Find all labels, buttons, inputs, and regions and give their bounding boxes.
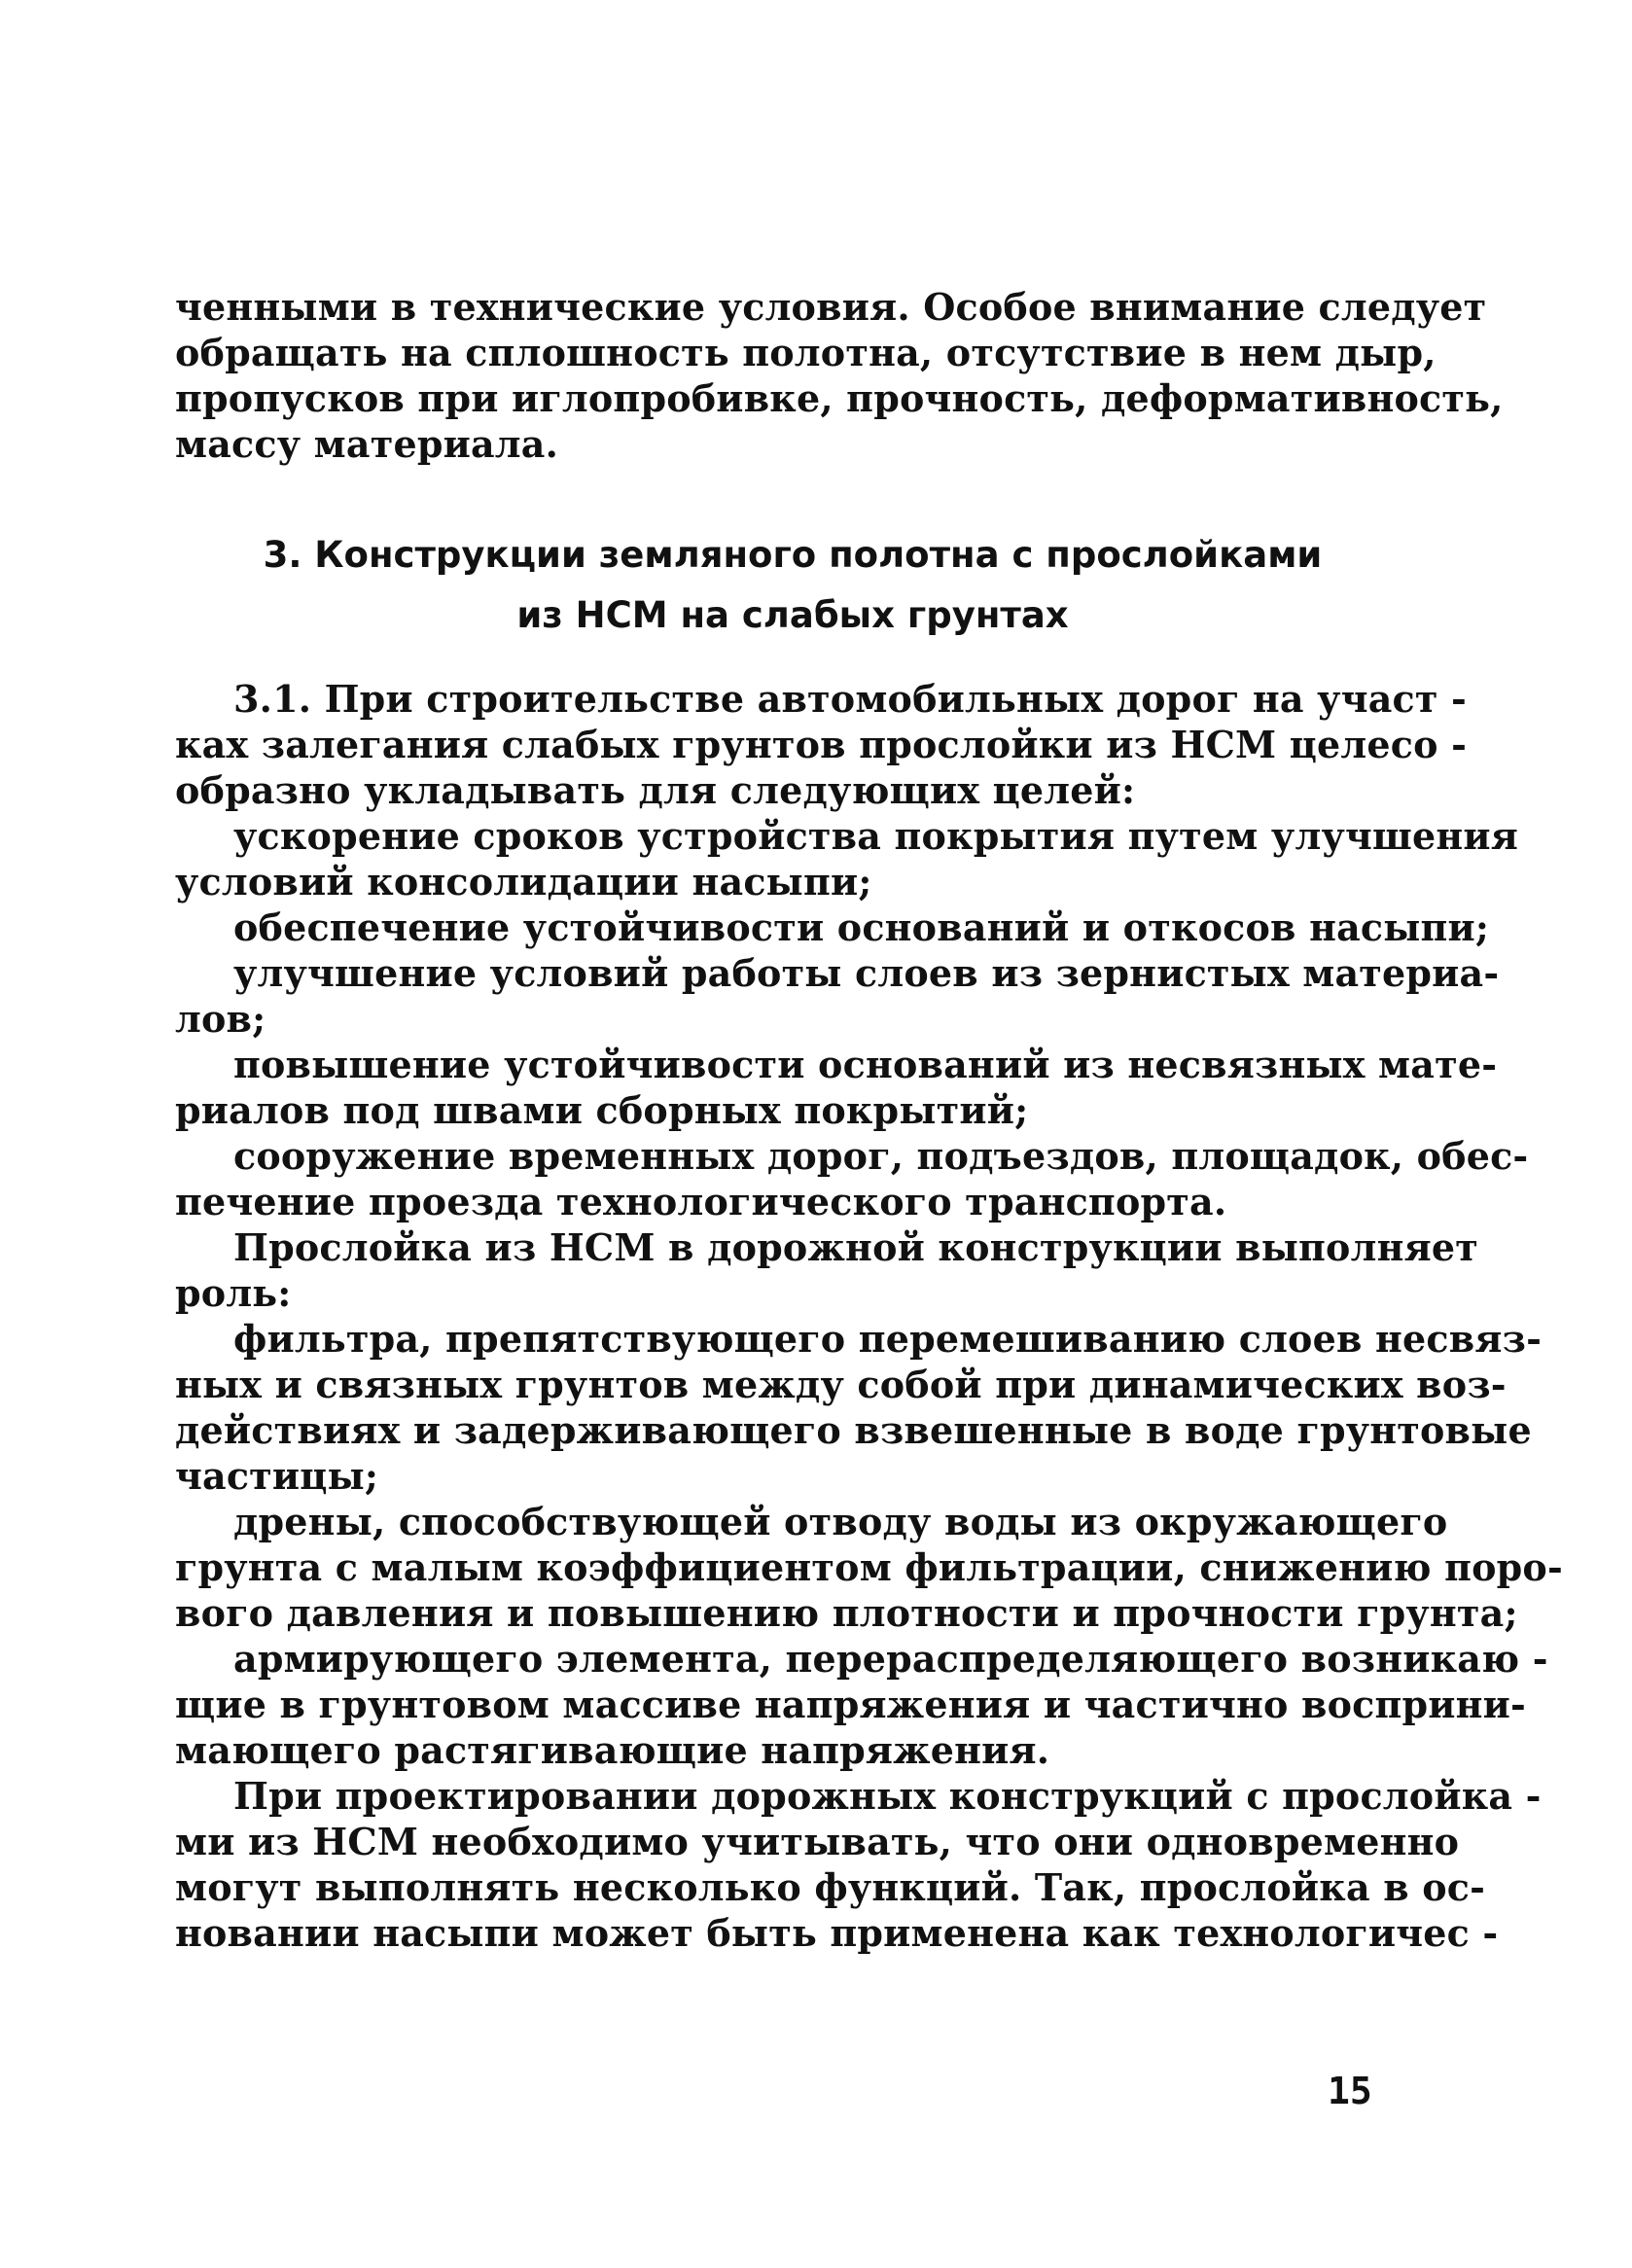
list-item-line: дрены, способствующей отводу воды из окружающего (233, 1500, 1448, 1543)
paragraph-start-line: 3.1. При строительстве автомобильных дорог на участ - (233, 677, 1468, 721)
text-line: действиях и задерживающего взвешенные в воде грунтовые (175, 1408, 1532, 1452)
paragraph-start-line: Прослойка из НСМ в дорожной конструкции выполняет (233, 1225, 1478, 1269)
text-line: ченными в технические условия. Особое внимание следует (175, 285, 1487, 329)
text-line: грунта с малым коэффициентом фильтрации, снижению поро- (175, 1545, 1563, 1589)
text-line: образно укладывать для следующих целей: (175, 768, 1136, 812)
list-item-line: повышение устойчивости оснований из несвязных мате- (233, 1043, 1498, 1086)
text-line: ках залегания слабых грунтов прослойки из НСМ целесо - (175, 723, 1468, 766)
text-line: роль: (175, 1271, 292, 1315)
list-item-line: фильтра, препятствующего перемешиванию слоев несвяз- (233, 1317, 1543, 1361)
text-line: новании насыпи может быть применена как технологичес - (175, 1911, 1499, 1955)
page-number: 15 (1328, 2070, 1372, 2112)
text-line: пропусков при иглопробивке, прочность, деформативность, (175, 376, 1504, 420)
section-heading-line-2: из НСМ на слабых грунтах (516, 594, 1069, 636)
text-line: обращать на сплошность полотна, отсутствие в нем дыр, (175, 331, 1437, 374)
text-line: ных и связных грунтов между собой при динамических воз- (175, 1363, 1507, 1406)
list-item-line: армирующего элемента, перераспределяющего возникаю - (233, 1637, 1548, 1681)
section-heading (175, 525, 1410, 646)
text-line: риалов под швами сборных покрытий; (175, 1088, 1029, 1132)
text-line: мающего растягивающие напряжения. (175, 1728, 1050, 1772)
list-item-line: обеспечение устойчивости оснований и откосов насыпи; (233, 905, 1490, 949)
list-item-line: ускорение сроков устройства покрытия путем улучшения (233, 814, 1519, 858)
text-line: ми из НСМ необходимо учитывать, что они одновременно (175, 1820, 1460, 1863)
text-line: лов; (175, 997, 266, 1041)
paragraph-start-line: При проектировании дорожных конструкций с прослойка - (233, 1774, 1542, 1818)
text-line: вого давления и повышению плотности и прочности грунта; (175, 1591, 1518, 1635)
text-line: условий консолидации насыпи; (175, 860, 872, 904)
section-body (175, 676, 1563, 1956)
list-item-line: улучшение условий работы слоев из зернистых материа- (233, 951, 1500, 995)
text-line: могут выполнять несколько функций. Так, прослойка в ос- (175, 1865, 1486, 1909)
text-line: печение проезда технологического транспорта. (175, 1180, 1227, 1223)
text-line: массу материала. (175, 422, 559, 466)
intro-paragraph (175, 284, 1504, 467)
text-line: щие в грунтовом массиве напряжения и частично восприни- (175, 1683, 1527, 1726)
list-item-line: сооружение временных дорог, подъездов, площадок, обес- (233, 1134, 1529, 1178)
text-line: частицы; (175, 1454, 379, 1498)
section-heading-line-1: 3. Конструкции земляного полотна с прослойками (263, 534, 1323, 576)
